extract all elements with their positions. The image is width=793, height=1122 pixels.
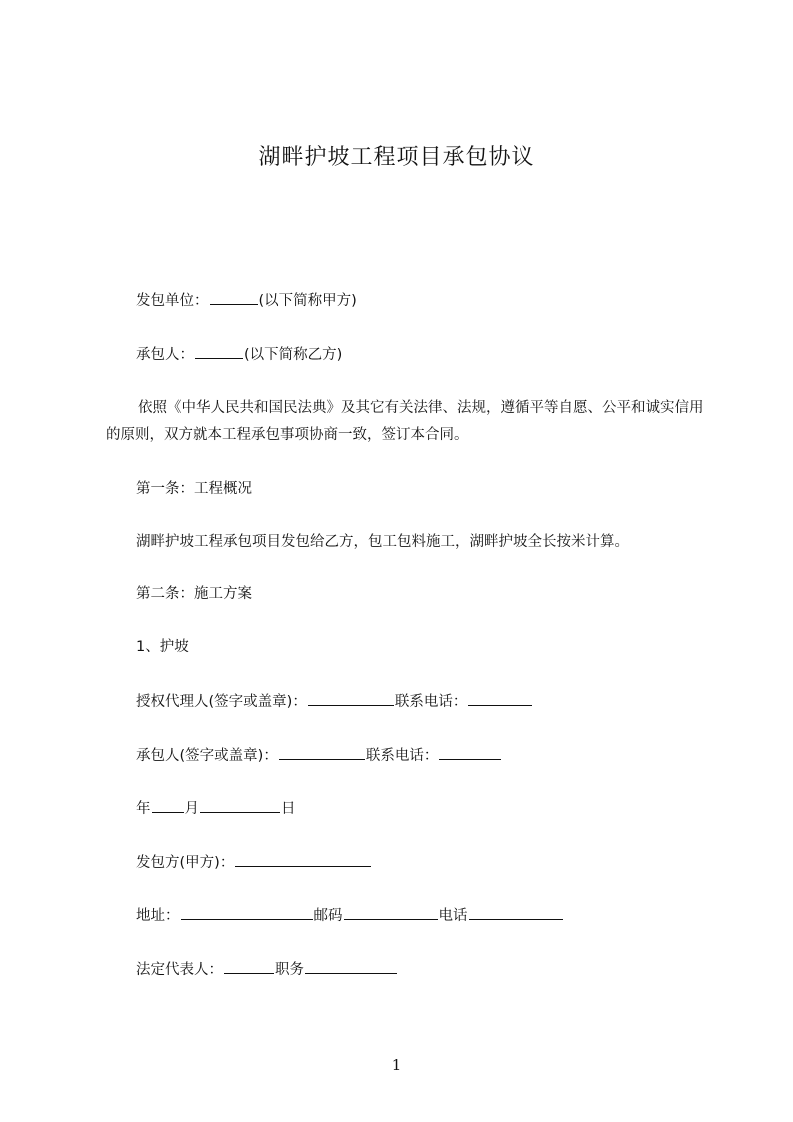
party-a-blank <box>235 852 371 867</box>
item1-heading: 1、护坡 <box>136 639 189 655</box>
date-year: 年 <box>136 801 151 817</box>
client-blank <box>210 290 258 305</box>
position-blank <box>305 959 397 974</box>
agent-line <box>136 691 533 712</box>
address-line <box>136 905 564 926</box>
client-line <box>136 290 357 311</box>
year-blank <box>152 798 184 813</box>
contractor-phone-label: 联系电话： <box>365 748 439 764</box>
legal-rep-label: 法定代表人： <box>136 962 223 978</box>
article2-heading: 第二条：施工方案 <box>136 586 252 602</box>
address-blank <box>181 905 313 920</box>
phone-blank <box>469 905 563 920</box>
page-number: 1 <box>391 1056 402 1074</box>
contractor-label: 承包人： <box>136 347 194 363</box>
month-blank <box>200 798 280 813</box>
contractor-sign-line <box>136 745 502 766</box>
postcode-blank <box>344 905 438 920</box>
client-label: 发包单位： <box>136 293 209 309</box>
agent-phone-label: 联系电话： <box>394 694 468 710</box>
date-day: 日 <box>281 801 296 817</box>
contractor-suffix: (以下简称乙方) <box>244 347 343 363</box>
article1-body: 湖畔护坡工程承包项目发包给乙方，包工包料施工，湖畔护坡全长按米计算。 <box>136 534 629 550</box>
client-suffix: (以下简称甲方) <box>258 293 357 309</box>
party-a-label: 发包方(甲方)： <box>136 855 235 871</box>
contractor-phone-blank <box>439 745 501 760</box>
agent-phone-blank <box>468 691 532 706</box>
position-label: 职务 <box>275 962 304 978</box>
legal-rep-blank <box>224 959 274 974</box>
agent-blank <box>308 691 394 706</box>
contractor-sign-blank <box>279 745 365 760</box>
article1-heading: 第一条：工程概况 <box>136 481 252 497</box>
legal-rep-line <box>136 959 398 980</box>
date-month: 月 <box>184 801 199 817</box>
document-title: 湖畔护坡工程项目承包协议 <box>258 145 535 170</box>
postcode-label: 邮码 <box>313 908 343 924</box>
date-line <box>136 798 296 819</box>
contractor-blank <box>195 344 243 359</box>
phone-label: 电话 <box>438 908 468 924</box>
party-a-line <box>136 852 372 873</box>
contractor-line <box>136 344 342 365</box>
agent-label: 授权代理人(签字或盖章)： <box>136 694 307 710</box>
preamble-paragraph: 依照《中华人民共和国民法典》及其它有关法律、法规，遵循平等自愿、公平和诚实信用的原则，双方就本工程承包事项协商一致，签订本合同。 <box>106 400 704 443</box>
address-label: 地址： <box>136 908 180 924</box>
contractor-sign-label: 承包人(签字或盖章)： <box>136 748 278 764</box>
